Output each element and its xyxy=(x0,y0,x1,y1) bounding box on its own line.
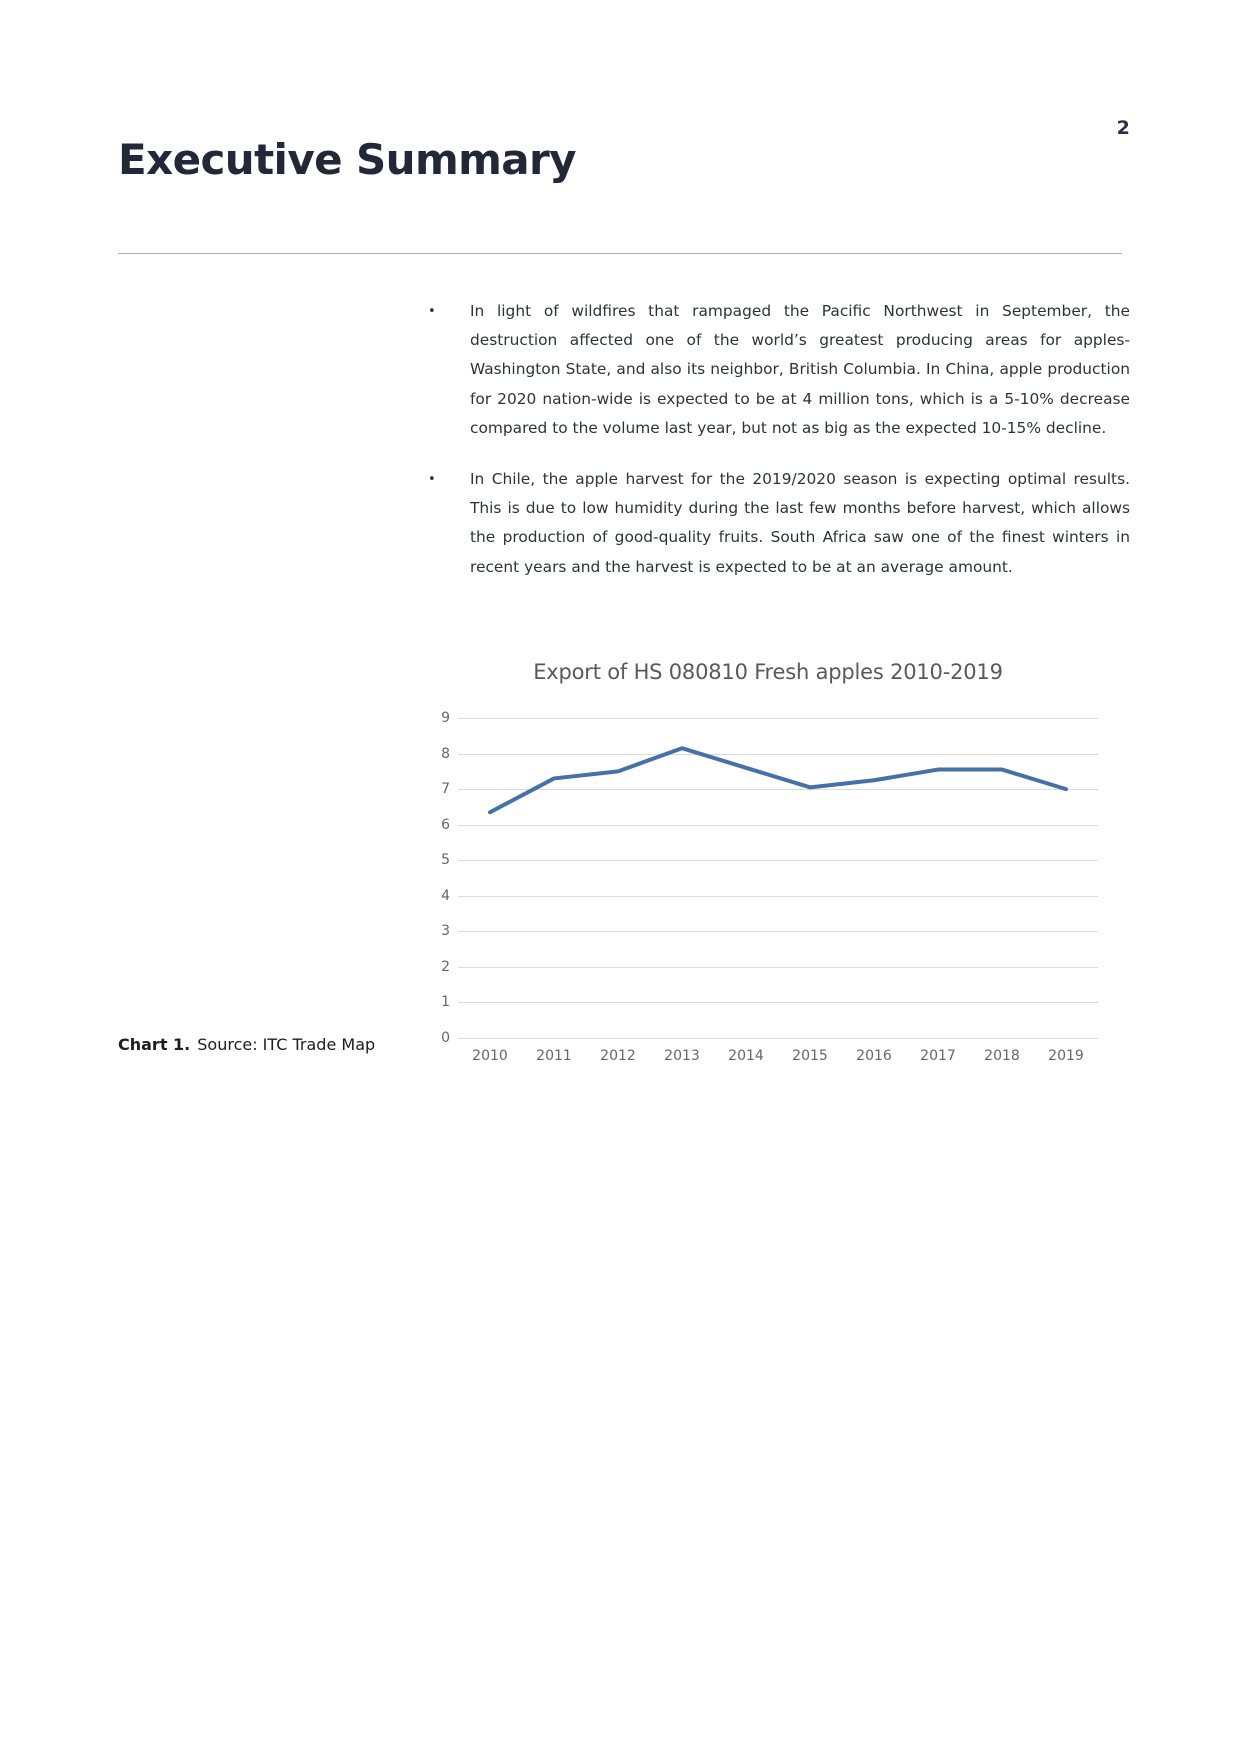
y-axis-tick-label: 7 xyxy=(441,781,450,798)
y-axis-tick-label: 2 xyxy=(441,958,450,975)
x-axis-tick-label: 2015 xyxy=(792,1048,828,1064)
chart-plot-wrapper xyxy=(418,710,1118,1064)
chart-series-line xyxy=(490,748,1066,812)
bullet-marker-icon: • xyxy=(428,472,436,488)
bullet-marker-icon: • xyxy=(428,304,436,319)
y-axis-tick-label: 4 xyxy=(441,887,450,904)
chart-line-svg xyxy=(458,718,1098,1038)
x-axis-tick-label: 2018 xyxy=(984,1048,1020,1064)
page-number: 2 xyxy=(1116,117,1130,139)
y-axis-tick-label: 9 xyxy=(441,710,450,726)
export-line-chart xyxy=(418,660,1118,1070)
x-axis-tick-label: 2013 xyxy=(664,1048,700,1064)
chart-caption xyxy=(118,1035,375,1054)
caption-source: Source: ITC Trade Map xyxy=(197,1035,376,1054)
list-item-text: In light of wildfires that rampaged the Pacific Northwest in September, the destruction affected one of the world’s greatest producing areas for apples-Washington State, and also its neighbor, British Columbia. In China, apple production for 2020 nation-wide is expected to be at 4 million tons, which is a 5-10% decrease compared to the volume last year, but not as big as the expected 10-15% decline. xyxy=(470,302,1130,437)
y-axis-tick-label: 8 xyxy=(441,745,450,762)
caption-label: Chart 1. xyxy=(118,1035,191,1054)
y-axis-tick-label: 5 xyxy=(441,852,450,869)
x-axis-tick-label: 2012 xyxy=(600,1048,636,1064)
list-item xyxy=(424,297,1130,443)
chart-gridline xyxy=(458,1038,1098,1039)
y-axis-tick-label: 1 xyxy=(441,994,450,1011)
page-title: Executive Summary xyxy=(118,135,576,184)
y-axis-tick-label: 0 xyxy=(441,1030,450,1046)
list-item-text: In Chile, the apple harvest for the 2019/2020 season is expecting optimal results. This is due to low humidity during the last few months before harvest, which allows the production of good-quality fruits. South Africa saw one of the finest winters in recent years and the harvest is expected to be at an average amount. xyxy=(470,470,1130,576)
summary-bullet-list xyxy=(424,297,1130,582)
chart-title: Export of HS 080810 Fresh apples 2010-2019 xyxy=(533,660,1003,684)
x-axis-tick-label: 2016 xyxy=(856,1048,892,1064)
chart-x-axis xyxy=(458,1042,1098,1076)
x-axis-tick-label: 2010 xyxy=(472,1048,508,1064)
title-divider xyxy=(118,253,1122,254)
y-axis-tick-label: 3 xyxy=(441,923,450,940)
x-axis-tick-label: 2014 xyxy=(728,1048,764,1064)
x-axis-tick-label: 2011 xyxy=(536,1048,572,1064)
list-item xyxy=(424,465,1130,582)
chart-y-axis xyxy=(418,710,450,1046)
chart-plot-area xyxy=(458,718,1098,1038)
x-axis-tick-label: 2019 xyxy=(1048,1048,1084,1064)
x-axis-tick-label: 2017 xyxy=(920,1048,956,1064)
y-axis-tick-label: 6 xyxy=(441,816,450,833)
